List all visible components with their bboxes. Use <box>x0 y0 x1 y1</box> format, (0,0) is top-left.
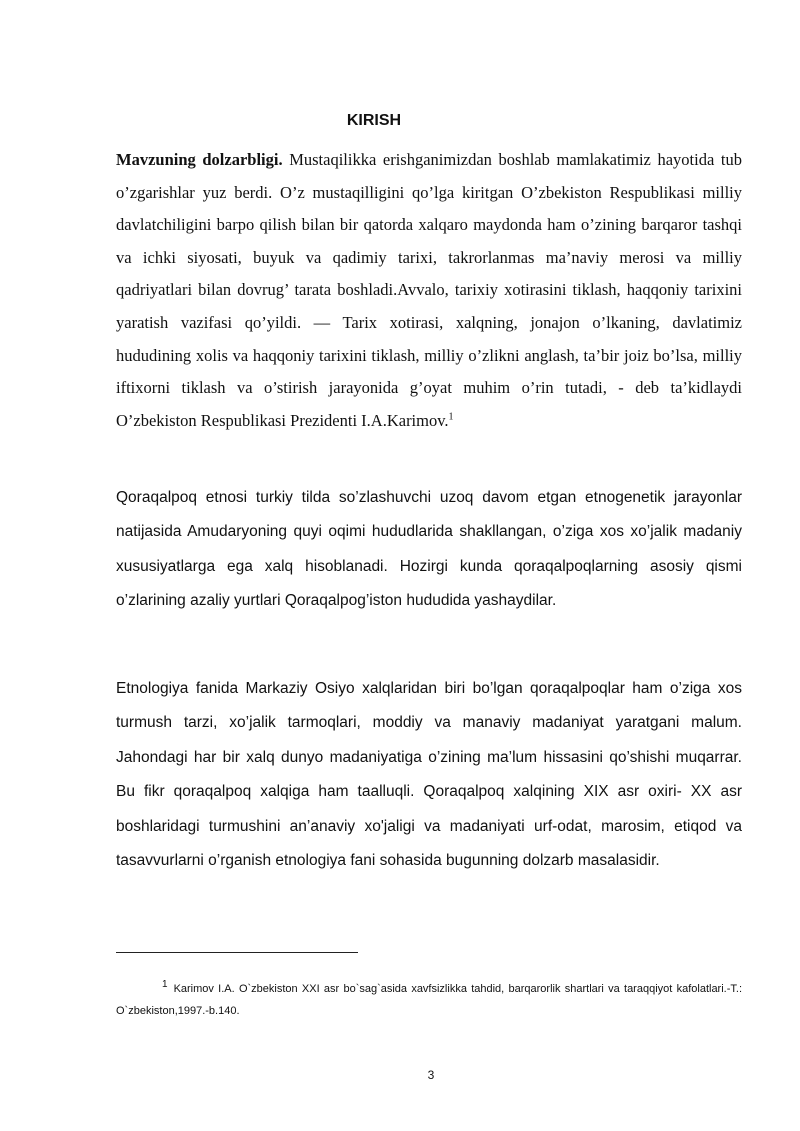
paragraph-text: Mustaqilikka erishganimizdan boshlab mamlakatimiz hayotida tub o’zgarishlar yuz berdi. O’z mustaqilligini qo’lga kiritgan O’zbekiston Respublikasi milliy davlatchiligini barpo qilish bilan bir qatorda xalqaro maydonda ham o’zining barqaror tashqi va ichki siyosati, buyuk va qadimiy tarixi, takrorlanmas ma’naviy merosi va milliy qadriyatlari bilan dovrug’ tarata boshladi.Avvalo, tarixiy xotirasini tiklash, haqqoniy tarixini yaratish vazifasi qo’yildi. — Tarix xotirasi, xalqning, jonajon o’lkaning, davlatimiz hududining xolis va haqqoniy tarixini tiklash, milliy o’zlikni anglash, ta’bir joiz bo’lsa, milliy iftixorni tiklash va o’stirish jarayonida g’oyat muhim o’rin tutadi, - deb ta’kidlaydi O’zbekiston Respublikasi Prezidenti I.A.Karimov. <box>116 150 742 430</box>
paragraph-ethnology: Etnologiya fanida Markaziy Osiyo xalqlaridan biri bo’lgan qoraqalpoqlar ham o’ziga xos turmush tarzi, xo’jalik tarmoqlari, moddiy va manaviy madaniyat yaratgani malum. Jahondagi har bir xalq dunyo madaniyatiga o’zining ma’lum hissasini qo’shishi muqarrar. Bu fikr qoraqalpoq xalqiga ham taalluqli. Qoraqalpoq xalqining XIX asr oxiri- XX asr boshlaridagi turmushini an’anaviy xo'jaligi va madaniyati urf-odat, marosim, etiqod va tasavvurlarni o’rganish etnologiya fani sohasida bugunning dolzarb masalasidir. <box>116 680 742 870</box>
footnote-mark: 1 <box>162 979 168 991</box>
footnote-text: Karimov I.A. O`zbekiston XXI asr bo`sag`asida xavfsizlikka tahdid, barqarorlik shartlari va taraqqiyot kafolatlari.-T.: O`zbekiston,1997.-b.140. <box>116 983 742 1017</box>
section-heading: KIRISH <box>346 112 402 129</box>
footnote-reference[interactable]: 1 <box>448 411 454 423</box>
footnote <box>116 978 742 1022</box>
paragraph-lead: Mavzuning dolzarbligi. <box>116 150 283 169</box>
paragraph-ethnos: Qoraqalpoq etnosi turkiy tilda so’zlashuvchi uzoq davom etgan etnogenetik jarayonlar natijasida Amudaryoning quyi oqimi hududlarida shakllangan, o’ziga xos xo’jalik madaniy xususiyatlarga ega xalq hisoblanadi. Hozirgi kunda qoraqalpoqlarning asosiy qismi o’zlarining azaliy yurtlari Qoraqalpog’iston hududida yashaydilar. <box>116 489 742 610</box>
paragraph-relevance <box>116 144 742 437</box>
footnote-separator <box>116 952 358 953</box>
page-number: 3 <box>427 1068 435 1082</box>
